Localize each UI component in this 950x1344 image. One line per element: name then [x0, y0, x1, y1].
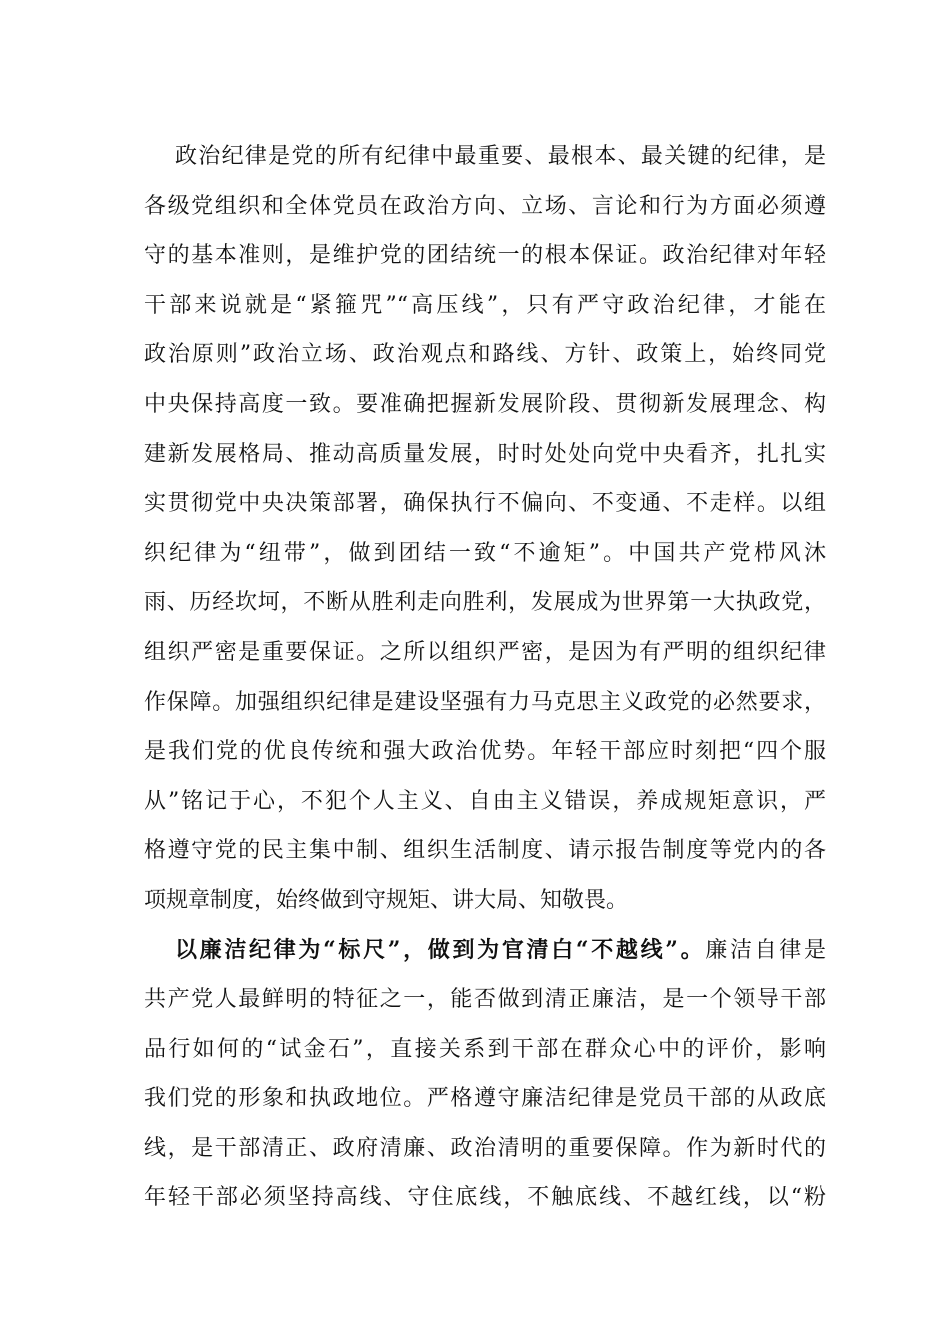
- section-heading: 以廉洁纪律为“标尺”，做到为官清白“不越线”。: [175, 936, 706, 963]
- text-line: 项规章制度，始终做到守规矩、讲大局、知敬畏。: [144, 887, 629, 913]
- text-line: 从”铭记于心，不犯个人主义、自由主义错误，养成规矩意识，严: [144, 788, 826, 814]
- paragraph-integrity-discipline: [144, 926, 826, 1224]
- heading-continuation: 廉洁自律是: [705, 937, 826, 963]
- text-line: 作保障。加强组织纪律是建设坚强有力马克思主义政党的必然要求，: [144, 689, 826, 715]
- text-line: 实贯彻党中央决策部署，确保执行不偏向、不变通、不走样。以组: [144, 491, 826, 517]
- document-body: [144, 132, 826, 1223]
- text-line: 政治原则”政治立场、政治观点和路线、方针、政策上，始终同党: [144, 342, 826, 368]
- text-line: 年轻干部必须坚持高线、守住底线，不触底线、不越红线，以“粉: [144, 1185, 826, 1211]
- text-line: 建新发展格局、推动高质量发展，时时处处向党中央看齐，扎扎实: [144, 441, 826, 467]
- text-line: 线，是干部清正、政府清廉、政治清明的重要保障。作为新时代的: [144, 1135, 826, 1161]
- text-line: 雨、历经坎坷，不断从胜利走向胜利，发展成为世界第一大执政党，: [144, 590, 826, 616]
- text-line: 格遵守党的民主集中制、组织生活制度、请示报告制度等党内的各: [144, 838, 826, 864]
- text-line: 我们党的形象和执政地位。严格遵守廉洁纪律是党员干部的从政底: [144, 1086, 826, 1112]
- text-line: 各级党组织和全体党员在政治方向、立场、言论和行为方面必须遵: [144, 193, 826, 219]
- text-line: 守的基本准则，是维护党的团结统一的根本保证。政治纪律对年轻: [144, 243, 826, 269]
- text-line: 干部来说就是“紧箍咒”“高压线”，只有严守政治纪律，才能在: [144, 292, 826, 318]
- text-line: 组织严密是重要保证。之所以组织严密，是因为有严明的组织纪律: [144, 639, 826, 665]
- text-line: 织纪律为“纽带”，做到团结一致“不逾矩”。中国共产党栉风沐: [144, 540, 826, 566]
- text-line: 是我们党的优良传统和强大政治优势。年轻干部应时刻把“四个服: [144, 739, 826, 765]
- text-line: 中央保持高度一致。要准确把握新发展阶段、贯彻新发展理念、构: [144, 391, 826, 417]
- text-line: 政治纪律是党的所有纪律中最重要、最根本、最关键的纪律，是: [175, 144, 826, 169]
- text-line: 共产党人最鲜明的特征之一，能否做到清正廉洁，是一个领导干部: [144, 987, 826, 1013]
- text-line: 品行如何的“试金石”，直接关系到干部在群众心中的评价，影响: [144, 1036, 826, 1062]
- text-line: [144, 926, 826, 976]
- paragraph-political-discipline: [144, 132, 826, 926]
